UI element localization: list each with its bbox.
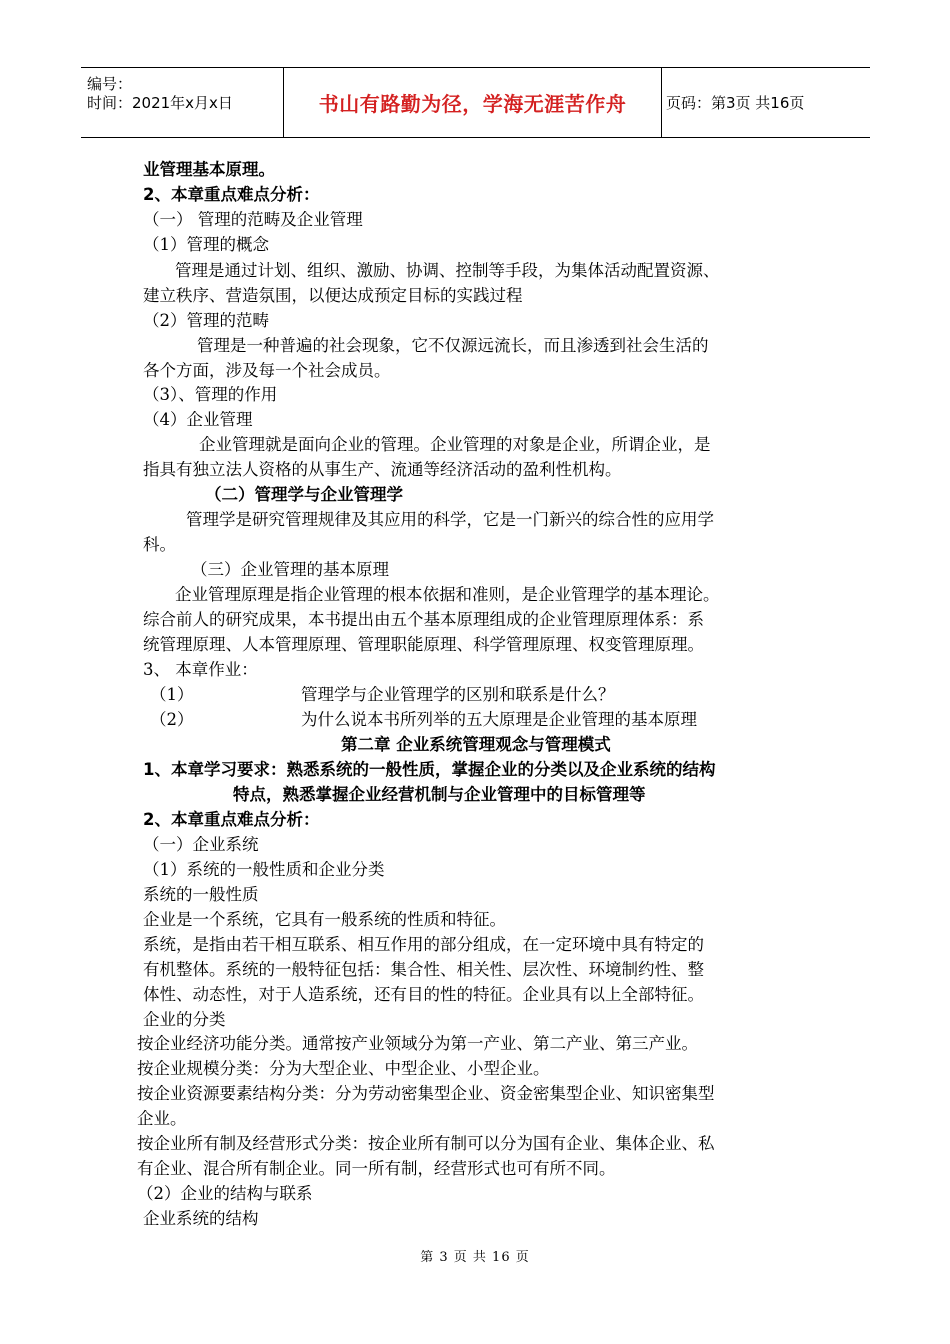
paragraph-line: 建立秩序、营造氛围，以便达成预定目标的实践过程 [143,286,523,305]
text-line: （1）系统的一般性质和企业分类 [143,860,385,879]
paragraph-line: 管理是通过计划、组织、激励、协调、控制等手段，为集体活动配置资源、 [175,261,720,280]
header-table [81,67,870,138]
text-line: （1）管理的概念 [143,235,269,254]
header-motto-cell [284,68,662,137]
subsection-heading: （二）管理学与企业管理学 [205,485,403,504]
paragraph-line: 企业是一个系统，它具有一般系统的性质和特征。 [143,910,506,929]
date-label: 时间：2021年x月x日 [87,94,233,112]
paragraph-line: 企业管理原理是指企业管理的根本依据和准则，是企业管理学的基本理论。 [175,585,720,604]
list-item-number: （2） [150,710,194,729]
paragraph-line: 有机整体。系统的一般特征包括：集合性、相关性、层次性、环境制约性、整 [143,960,704,979]
text-line: 业管理基本原理。 [143,160,275,179]
text-line: 企业的分类 [143,1010,226,1029]
subsection-heading: （一） 管理的范畴及企业管理 [143,210,363,229]
list-item-number: （1） [150,685,194,704]
paragraph-line: 1、本章学习要求：熟悉系统的一般性质，掌握企业的分类以及企业系统的结构 [143,760,716,779]
motto: 书山有路勤为径，学海无涯苦作舟 [318,92,627,116]
list-item-text: 管理学与企业管理学的区别和联系是什么？ [301,685,615,704]
text-line: （2）管理的范畴 [143,311,269,330]
number-label: 编号： [87,75,133,93]
header-info-cell [81,68,284,137]
paragraph-line: 体性、动态性，对于人造系统，还有目的性的特征。企业具有以上全部特征。 [143,985,704,1004]
text-line: （2）企业的结构与联系 [137,1184,313,1203]
paragraph-line: 科。 [143,535,176,554]
text-line: 系统的一般性质 [143,885,259,904]
paragraph-line: 按企业经济功能分类。通常按产业领域分为第一产业、第二产业、第三产业。 [137,1034,698,1053]
subsection-heading: （三）企业管理的基本原理 [191,560,389,579]
paragraph-line: 按企业资源要素结构分类：分为劳动密集型企业、资金密集型企业、知识密集型 [137,1084,715,1103]
header-page-cell [662,68,870,137]
page-footer: 第 3 页 共 16 页 [420,1250,530,1265]
paragraph-line: 管理是一种普遍的社会现象，它不仅源远流长，而且渗透到社会生活的 [197,336,709,355]
page-label: 页码：第3页 共16页 [666,94,805,112]
paragraph-line: 按企业所有制及经营形式分类：按企业所有制可以分为国有企业、集体企业、私 [137,1134,715,1153]
paragraph-line: 各个方面，涉及每一个社会成员。 [143,361,391,380]
paragraph-line: 管理学是研究管理规律及其应用的科学，它是一门新兴的综合性的应用学 [186,510,714,529]
paragraph-line: 特点，熟悉掌握企业经营机制与企业管理中的目标管理等 [233,785,646,804]
section-heading: 3、 本章作业： [143,660,258,679]
chapter-title: 第二章 企业系统管理观念与管理模式 [341,735,611,754]
text-line: （4）企业管理 [143,410,253,429]
paragraph-line: 有企业、混合所有制企业。同一所有制，经营形式也可有所不同。 [137,1159,616,1178]
section-heading: 2、本章重点难点分析： [143,810,320,829]
paragraph-line: 企业。 [137,1109,187,1128]
subsection-heading: （一）企业系统 [143,835,259,854]
text-line: 企业系统的结构 [143,1209,259,1228]
paragraph-line: 指具有独立法人资格的从事生产、流通等经济活动的盈利性机构。 [143,460,622,479]
paragraph-line: 企业管理就是面向企业的管理。企业管理的对象是企业，所谓企业，是 [199,435,711,454]
list-item-text: 为什么说本书所列举的五大原理是企业管理的基本原理 [301,710,697,729]
paragraph-line: 按企业规模分类：分为大型企业、中型企业、小型企业。 [137,1059,550,1078]
text-line: （3）、管理的作用 [143,385,278,404]
paragraph-line: 统管理原理、人本管理原理、管理职能原理、科学管理原理、权变管理原理。 [143,635,704,654]
section-heading: 2、本章重点难点分析： [143,185,320,204]
paragraph-line: 综合前人的研究成果，本书提出由五个基本原理组成的企业管理原理体系：系 [143,610,704,629]
paragraph-line: 系统，是指由若干相互联系、相互作用的部分组成，在一定环境中具有特定的 [143,935,704,954]
